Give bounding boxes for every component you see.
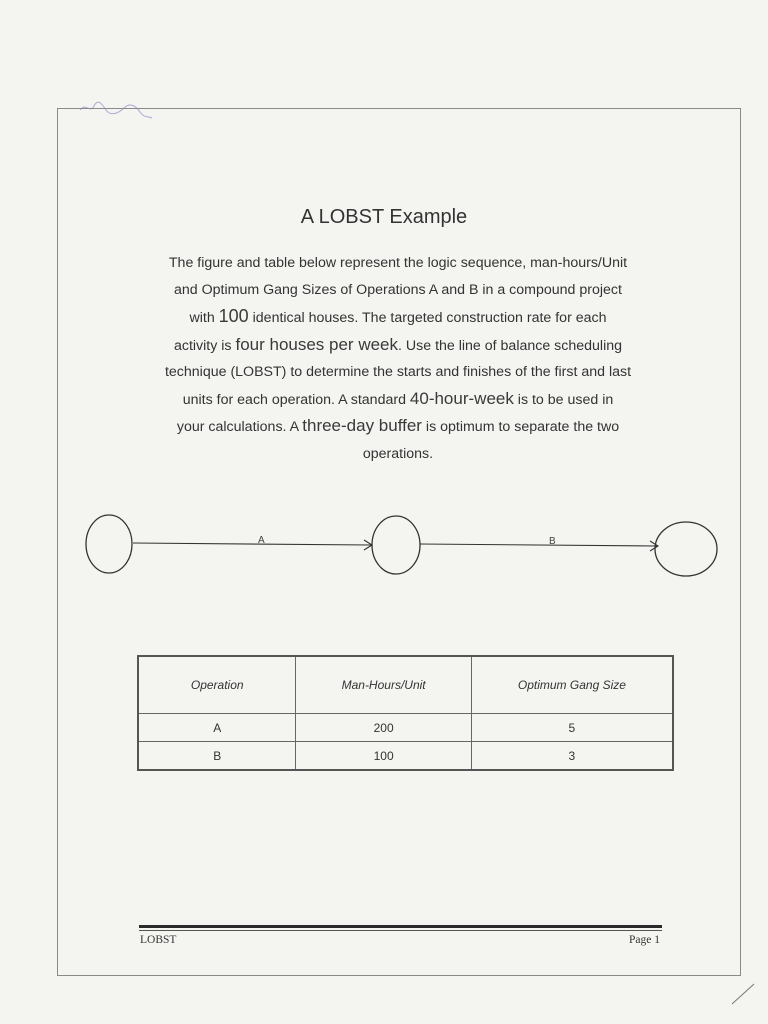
middle-node (372, 516, 420, 574)
cell-operation: B (138, 742, 296, 771)
edge-a-line (133, 543, 371, 545)
header-gang-size: Optimum Gang Size (471, 656, 673, 714)
header-operation: Operation (138, 656, 296, 714)
intro-paragraph: The figure and table below represent the logic sequence, man-hours/Unit and Optimum Gang Sizes of Operations A and B in a compound project with 100 identical houses. The targeted construction rate for each activity is four houses per week. Use the line of balance scheduling technique (LOBST) to determine the starts and finishes of the first and last units for each operation. A standard 40-hour-week is to be used in your calculations. A three-day buffer is optimum to separate the two operations. (164, 255, 632, 462)
page-title: A LOBST Example (300, 206, 468, 228)
edge-b-label: B (549, 536, 556, 547)
logic-network-diagram (0, 505, 768, 590)
table-header-row (138, 656, 673, 714)
footer-rule (139, 925, 662, 928)
footer-rule-thin (139, 930, 662, 931)
corner-pen-mark (728, 980, 758, 1010)
start-node (86, 515, 132, 573)
cell-gang-size: 5 (471, 714, 673, 742)
table-row (138, 714, 673, 742)
end-node (655, 522, 717, 576)
footer-doc-name: LOBST (140, 934, 177, 946)
cell-gang-size: 3 (471, 742, 673, 771)
edge-a-label: A (258, 535, 265, 546)
cell-man-hours: 200 (296, 714, 471, 742)
edge-b-line (420, 544, 657, 546)
header-man-hours: Man-Hours/Unit (296, 656, 471, 714)
footer-page-number: Page 1 (629, 934, 660, 946)
cell-man-hours: 100 (296, 742, 471, 771)
table-row (138, 742, 673, 771)
operations-table (137, 655, 674, 771)
cell-operation: A (138, 714, 296, 742)
